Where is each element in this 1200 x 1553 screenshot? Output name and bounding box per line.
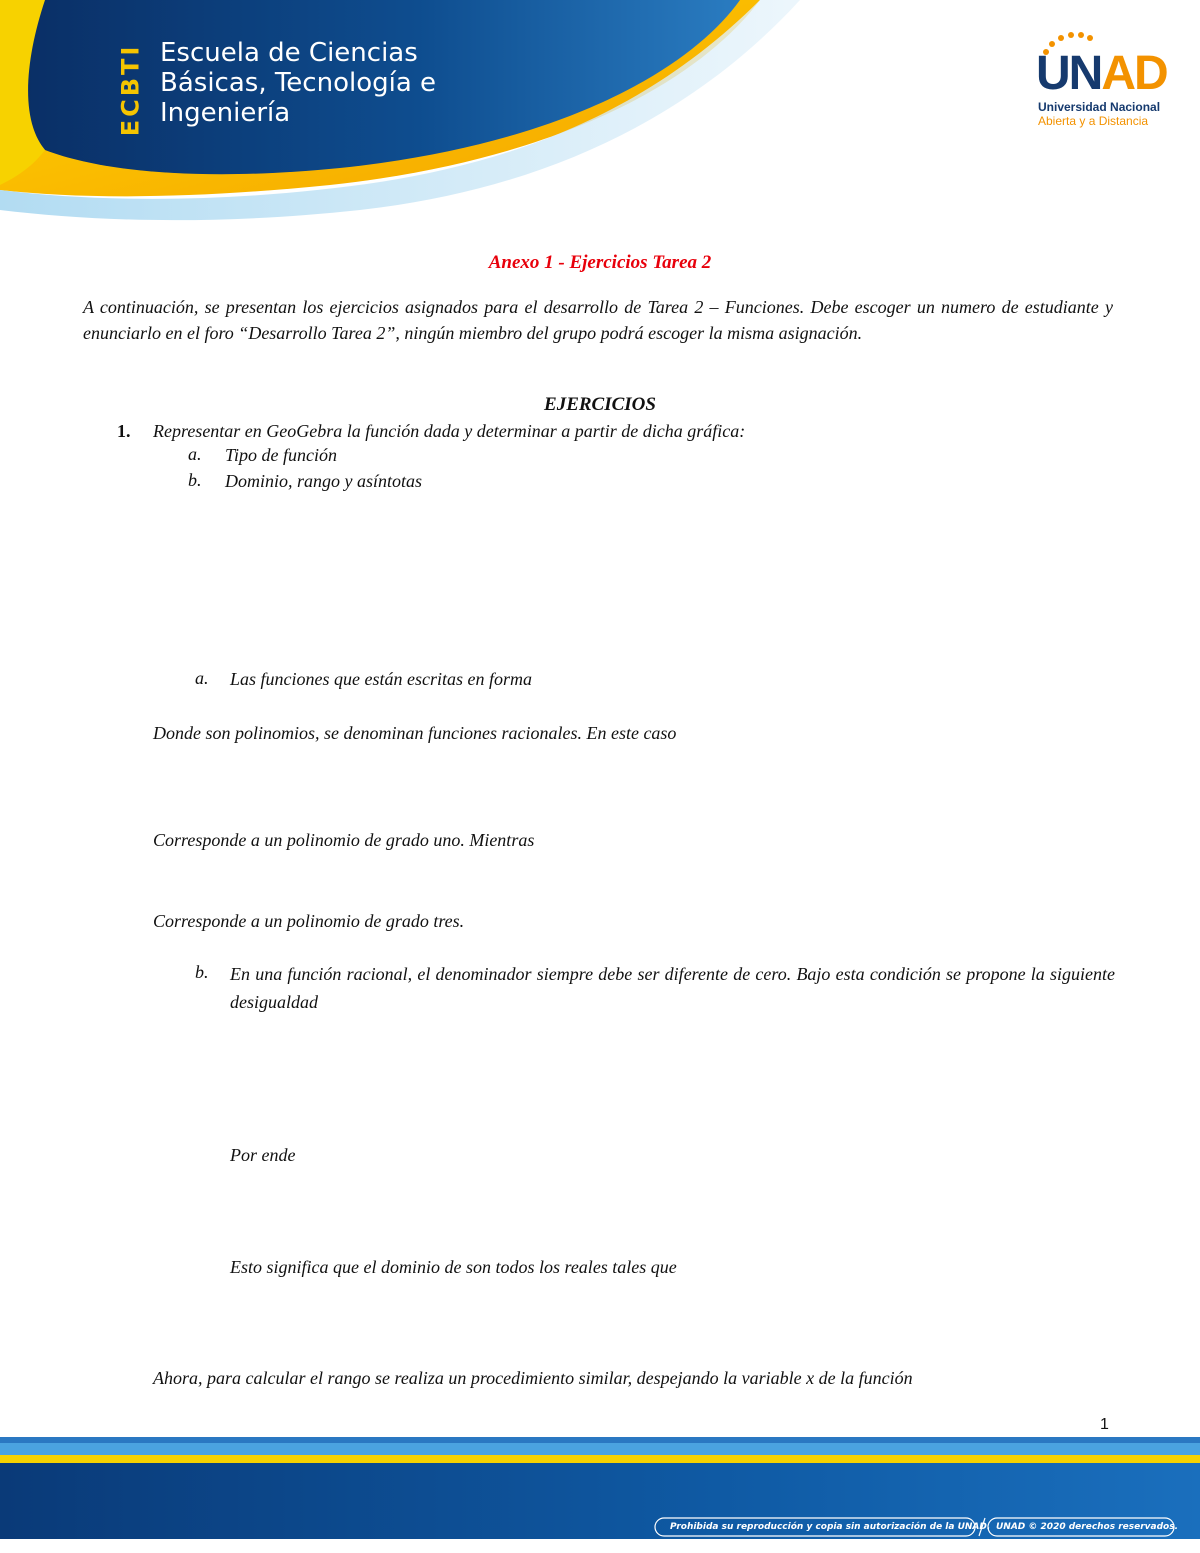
exercise-item-1-text: Representar en GeoGebra la función dada y determinar a partir de dicha gráfica:	[153, 421, 746, 441]
answer-a-text: Las funciones que están escritas en forma	[230, 669, 532, 689]
section-title: EJERCICIOS	[544, 394, 656, 415]
intro-paragraph: A continuación, se presentan los ejercicios asignados para el desarrollo de Tarea 2 – Funciones. Debe escoger un numero de estudiante y enunciarlo en el foro “Desarrollo Tarea 2”, ningún miembro del grupo podrá escoger la misma asignación.	[83, 297, 1113, 343]
exercise-item-1	[117, 418, 131, 444]
school-name-line2: Básicas, Tecnología e	[160, 68, 437, 98]
school-name-line3: Ingeniería	[160, 98, 291, 128]
answer-b-marker: b.	[195, 962, 209, 982]
text-donde: Donde son polinomios, se denominan funciones racionales. En este caso	[153, 723, 677, 743]
footer-notice-left: Prohibida su reproducción y copia sin autorización de la UNAD.	[670, 1522, 991, 1532]
text-grado-tres: Corresponde a un polinomio de grado tres.	[153, 911, 465, 931]
ecbti-label: ECBTI	[116, 43, 145, 137]
unad-logo-subtitle2: Abierta y a Distancia	[1038, 114, 1149, 128]
document-title: Anexo 1 - Ejercicios Tarea 2	[488, 252, 712, 273]
page-number: 1	[1100, 1416, 1109, 1433]
footer-notice-right: UNAD © 2020 derechos reservados.	[996, 1522, 1179, 1532]
exercise-number: 1.	[117, 421, 131, 441]
school-name-line1: Escuela de Ciencias	[160, 38, 418, 68]
unad-logo-word: UNAD	[1036, 47, 1167, 100]
page-header	[0, 0, 1200, 235]
school-name	[160, 38, 436, 128]
text-dominio: Esto significa que el dominio de son todos los reales tales que	[230, 1257, 677, 1277]
sub-item-a-text: Tipo de función	[225, 445, 337, 465]
text-por-ende: Por ende	[230, 1145, 296, 1165]
sub-item-a-marker: a.	[188, 444, 202, 464]
unad-logo	[1030, 30, 1170, 130]
text-grado-uno: Corresponde a un polinomio de grado uno. Mientras	[153, 830, 535, 850]
answer-b-text: En una función racional, el denominador siempre debe ser diferente de cero. Bajo esta condición se propone la siguiente desigualdad	[230, 964, 1115, 1012]
sub-item-b-marker: b.	[188, 470, 202, 490]
answer-a-marker: a.	[195, 668, 209, 688]
text-rango: Ahora, para calcular el rango se realiza un procedimiento similar, despejando la variable x de la función	[153, 1368, 913, 1388]
footer-banner-graphic	[0, 1437, 1200, 1553]
unad-logo-subtitle1: Universidad Nacional	[1038, 100, 1161, 114]
page-footer	[0, 1437, 1200, 1553]
sub-item-b-text: Dominio, rango y asíntotas	[225, 471, 423, 491]
